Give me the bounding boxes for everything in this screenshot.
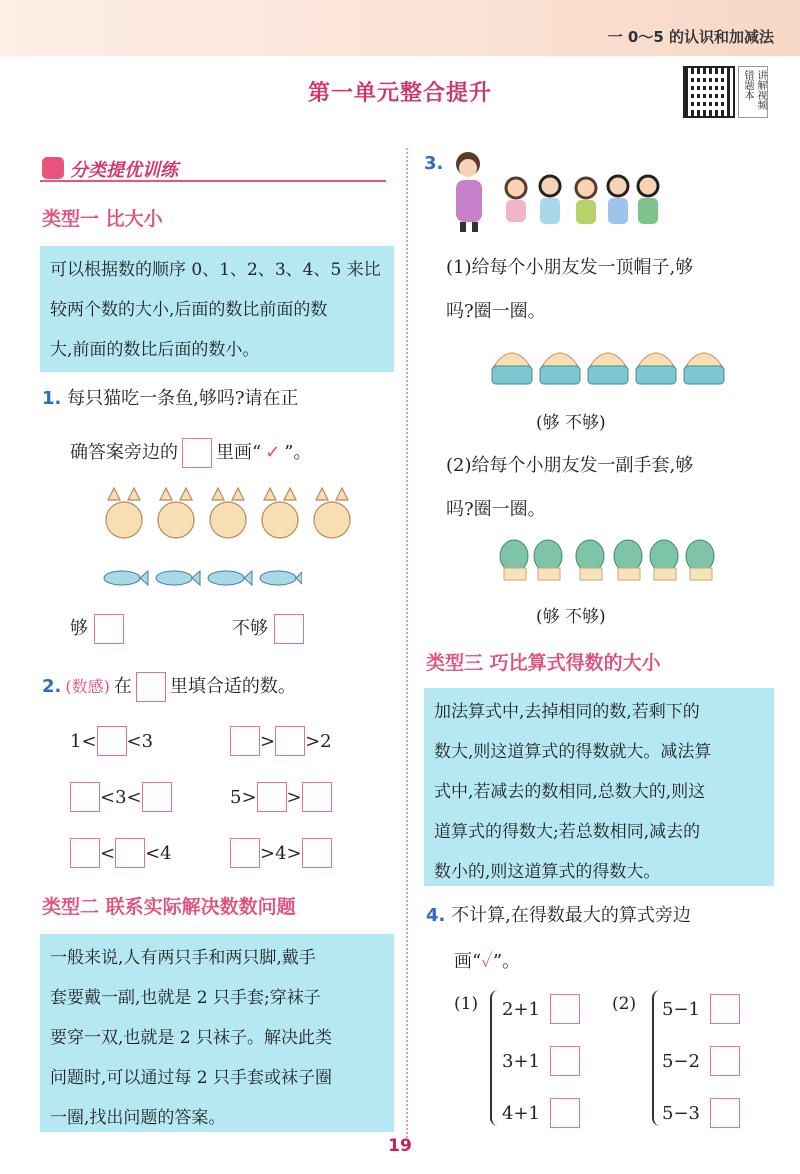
answer-box[interactable] <box>550 1046 580 1076</box>
inequality-3a <box>70 838 172 868</box>
answer-box[interactable] <box>302 838 332 868</box>
answer-box[interactable] <box>302 782 332 812</box>
child-icon <box>638 176 658 224</box>
q4-g1-row <box>502 1098 580 1128</box>
hat-icon <box>588 353 628 384</box>
column-divider <box>406 148 408 1138</box>
answer-box[interactable] <box>97 726 127 756</box>
cat-icon <box>314 488 350 538</box>
q4-g1-row <box>502 994 580 1024</box>
hat-icon <box>540 353 580 384</box>
tip-line: 要穿一双,也就是 2 只袜子。解决此类 <box>50 1028 333 1048</box>
q1-text-b: 里画“ <box>216 442 262 463</box>
qr-label-video: 讲解视频 <box>755 70 766 110</box>
glove-icon <box>500 540 528 580</box>
section-icon <box>42 157 64 179</box>
child-icon <box>506 178 526 222</box>
expression: 5−2 <box>662 1050 700 1072</box>
inequality-1a <box>70 726 153 756</box>
q3-part2-options[interactable]: (够 不够) <box>536 607 606 627</box>
q3-part2-line1: (2)给每个小朋友发一副手套,够 <box>446 455 694 476</box>
glove-icon <box>686 540 714 580</box>
tip-line: 式中,若减去的数相同,总数大的,则这 <box>434 782 706 802</box>
q3-number-wrap <box>424 152 443 176</box>
tip-line: 可以根据数的顺序 0、1、2、3、4、5 来比 <box>50 260 381 280</box>
q4-text-b: ”。 <box>492 951 521 972</box>
q1-text: 每只猫吃一条鱼,够吗?请在正 <box>67 388 299 409</box>
hat-icon <box>492 353 532 384</box>
child-icon <box>540 176 560 224</box>
cat-icon <box>210 488 246 538</box>
enough-label: 够 <box>70 618 88 639</box>
section-underline <box>40 180 386 182</box>
checkmark-icon: ✓ <box>265 442 281 463</box>
brace-icon <box>490 990 500 1126</box>
hat-icon <box>684 353 724 384</box>
hats-illustration <box>490 340 730 390</box>
ineq-text: < <box>100 842 116 864</box>
q4-g1-row <box>502 1046 580 1076</box>
ineq-text: <3< <box>100 786 142 808</box>
q3-part1-line1: (1)给每个小朋友发一顶帽子,够 <box>446 257 694 278</box>
q3-number: 3. <box>424 153 444 174</box>
answer-box[interactable] <box>710 1098 740 1128</box>
q4-number: 4. <box>426 905 446 926</box>
ineq-text: <4 <box>145 842 172 864</box>
ineq-text: > <box>286 786 302 808</box>
type1-tip-box <box>40 246 394 372</box>
cat-icon <box>106 488 142 538</box>
fish-illustration <box>102 566 302 590</box>
type1-heading: 类型一 比大小 <box>42 208 163 230</box>
q4-group2-label: (2) <box>612 994 637 1014</box>
answer-box[interactable] <box>142 782 172 812</box>
ineq-text: >4> <box>260 842 302 864</box>
q4-text-a: 画“ <box>454 951 482 972</box>
glove-icon <box>614 540 642 580</box>
answer-box[interactable] <box>257 782 287 812</box>
child-icon <box>608 176 628 224</box>
tip-line: 一圈,找出问题的答案。 <box>50 1108 226 1128</box>
q4-text: 不计算,在得数最大的算式旁边 <box>451 905 691 926</box>
expression: 3+1 <box>502 1050 540 1072</box>
q2-line <box>42 672 296 702</box>
tip-line: 一般来说,人有两只手和两只脚,戴手 <box>50 948 316 968</box>
q2-text-a: 在 <box>113 676 132 697</box>
q1-number: 1. <box>42 388 62 409</box>
tip-line: 加法算式中,去掉相同的数,若剩下的 <box>434 702 700 722</box>
inequality-1b <box>230 726 332 756</box>
answer-box[interactable] <box>710 994 740 1024</box>
children-illustration <box>448 146 668 236</box>
answer-box[interactable] <box>550 994 580 1024</box>
q4-g2-row <box>662 1046 740 1076</box>
glove-icon <box>650 540 678 580</box>
qr-code-icon[interactable] <box>683 66 735 118</box>
ineq-text: 1< <box>70 730 97 752</box>
ineq-text: <3 <box>126 730 154 752</box>
not-enough-label: 不够 <box>232 618 268 639</box>
q3-part1-options[interactable]: (够 不够) <box>536 413 606 433</box>
q4-line2 <box>454 950 520 974</box>
q2-tag: (数感) <box>65 677 110 696</box>
ineq-text: 5> <box>230 786 257 808</box>
type3-heading: 类型三 巧比算式得数的大小 <box>426 652 661 674</box>
q1-option-not-enough <box>232 614 304 644</box>
fish-icon <box>208 571 252 585</box>
q4-g2-row <box>662 994 740 1024</box>
section-title: 分类提优训练 <box>70 160 178 181</box>
q2-text-b: 里填合适的数。 <box>169 676 296 697</box>
qr-label-wrongbook: 错题本 <box>742 70 753 100</box>
q4-group1-label: (1) <box>454 994 479 1014</box>
answer-box[interactable] <box>710 1046 740 1076</box>
answer-box[interactable] <box>550 1098 580 1128</box>
type3-tip-box <box>424 688 774 886</box>
tip-line: 套要戴一副,也就是 2 只手套;穿袜子 <box>50 988 321 1008</box>
fish-icon <box>104 571 148 585</box>
answer-box[interactable] <box>275 726 305 756</box>
answer-box[interactable] <box>70 782 100 812</box>
expression: 5−1 <box>662 998 700 1020</box>
cats-illustration <box>100 486 362 542</box>
tip-line: 较两个数的大小,后面的数比前面的数 <box>50 300 328 320</box>
expression: 5−3 <box>662 1102 700 1124</box>
type2-tip-box <box>40 934 394 1132</box>
hat-icon <box>636 353 676 384</box>
brace-icon <box>652 990 662 1126</box>
q1-line2 <box>70 438 312 468</box>
cat-icon <box>158 488 194 538</box>
tip-line: 大,前面的数比后面的数小。 <box>50 340 260 360</box>
chapter-header: 一 0～5 的认识和加减法 <box>607 28 774 46</box>
q1-text-a: 确答案旁边的 <box>70 442 178 463</box>
q1-text-c: ”。 <box>284 442 312 463</box>
answer-box[interactable] <box>136 672 166 702</box>
glove-icon <box>576 540 604 580</box>
tip-line: 数大,则这道算式的得数就大。减法算 <box>434 742 712 762</box>
page-number: 19 <box>388 1136 412 1156</box>
answer-box[interactable] <box>70 838 100 868</box>
inequality-3b <box>230 838 332 868</box>
q2-number: 2. <box>42 676 62 697</box>
type2-heading: 类型二 联系实际解决数数问题 <box>42 896 296 918</box>
answer-box[interactable] <box>115 838 145 868</box>
ineq-text: >2 <box>305 730 332 752</box>
cat-icon <box>262 488 298 538</box>
qr-label <box>738 66 768 118</box>
glove-icon <box>534 540 562 580</box>
q3-part2-line2: 吗?圈一圈。 <box>446 499 546 520</box>
page-title: 第一单元整合提升 <box>307 81 492 106</box>
answer-box[interactable] <box>182 438 212 468</box>
enough-box[interactable] <box>94 614 124 644</box>
q1-option-enough <box>70 614 124 644</box>
q4-line1 <box>426 904 691 928</box>
q4-g2-row <box>662 1098 740 1128</box>
not-enough-box[interactable] <box>274 614 304 644</box>
tip-line: 道算式的得数大;若总数相同,减去的 <box>434 822 701 842</box>
tip-line: 数小的,则这道算式的得数大。 <box>434 862 661 882</box>
child-icon <box>576 178 596 224</box>
tip-line: 问题时,可以通过每 2 只手套或袜子圈 <box>50 1068 333 1088</box>
q3-part1-line2: 吗?圈一圈。 <box>446 301 546 322</box>
checkmark-icon: ✓ <box>481 951 493 972</box>
q1-line1 <box>42 387 298 411</box>
answer-box[interactable] <box>230 838 260 868</box>
fish-icon <box>156 571 200 585</box>
teacher-icon <box>456 152 482 232</box>
inequality-2b <box>230 782 332 812</box>
expression: 2+1 <box>502 998 540 1020</box>
ineq-text: > <box>260 730 276 752</box>
inequality-2a <box>70 782 172 812</box>
expression: 4+1 <box>502 1102 540 1124</box>
gloves-illustration <box>496 536 726 586</box>
answer-box[interactable] <box>230 726 260 756</box>
fish-icon <box>260 571 302 585</box>
